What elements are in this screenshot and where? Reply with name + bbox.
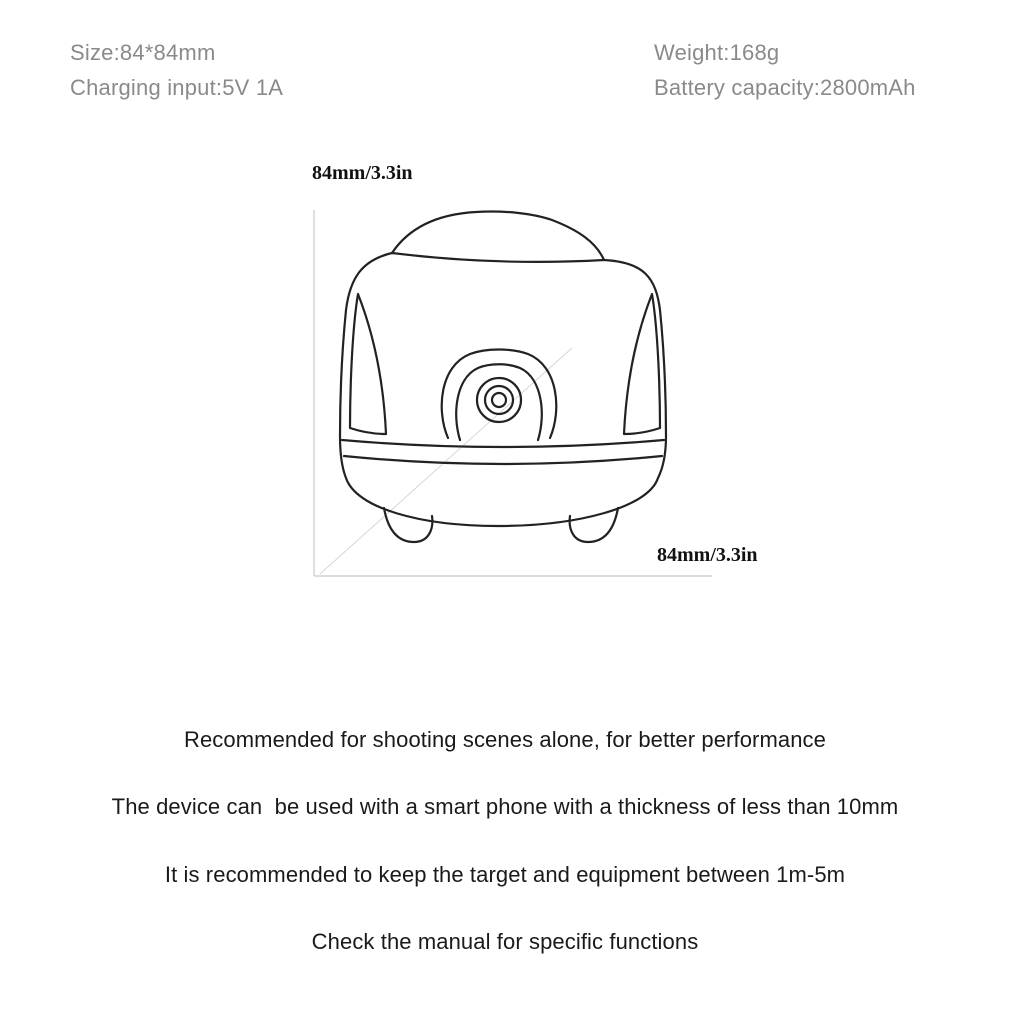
device-shell (340, 253, 666, 526)
usage-note-4: Check the manual for specific functions (311, 929, 699, 954)
device-right-panel (624, 294, 660, 434)
spec-size: Size:84*84mm (70, 40, 216, 65)
device-dome (392, 211, 604, 260)
usage-note-1: Recommended for shooting scenes alone, for better performance (183, 727, 826, 752)
dimension-top-label: 84mm/3.3in (312, 162, 413, 184)
spec-charging-input: Charging input:5V 1A (70, 75, 284, 100)
spec-weight: Weight:168g (654, 40, 780, 65)
camera-housing-inner (456, 364, 542, 440)
device-right-foot (570, 508, 618, 542)
device-belt-lower (344, 456, 662, 464)
device-drawing (300, 190, 720, 590)
device-left-panel (350, 294, 386, 434)
usage-note-2: The device can be used with a smart phone with a thickness of less than 10mm (111, 794, 899, 819)
spec-battery-capacity: Battery capacity:2800mAh (654, 75, 916, 100)
usage-note-3: It is recommended to keep the target and equipment between 1m-5m (164, 862, 846, 887)
device-belt-line (342, 440, 664, 447)
camera-lens-middle (485, 386, 513, 414)
device-dome-rim (392, 253, 604, 262)
dimension-side-label: 84mm/3.3in (657, 544, 758, 566)
device-left-foot (384, 508, 432, 542)
camera-lens-inner (492, 393, 506, 407)
